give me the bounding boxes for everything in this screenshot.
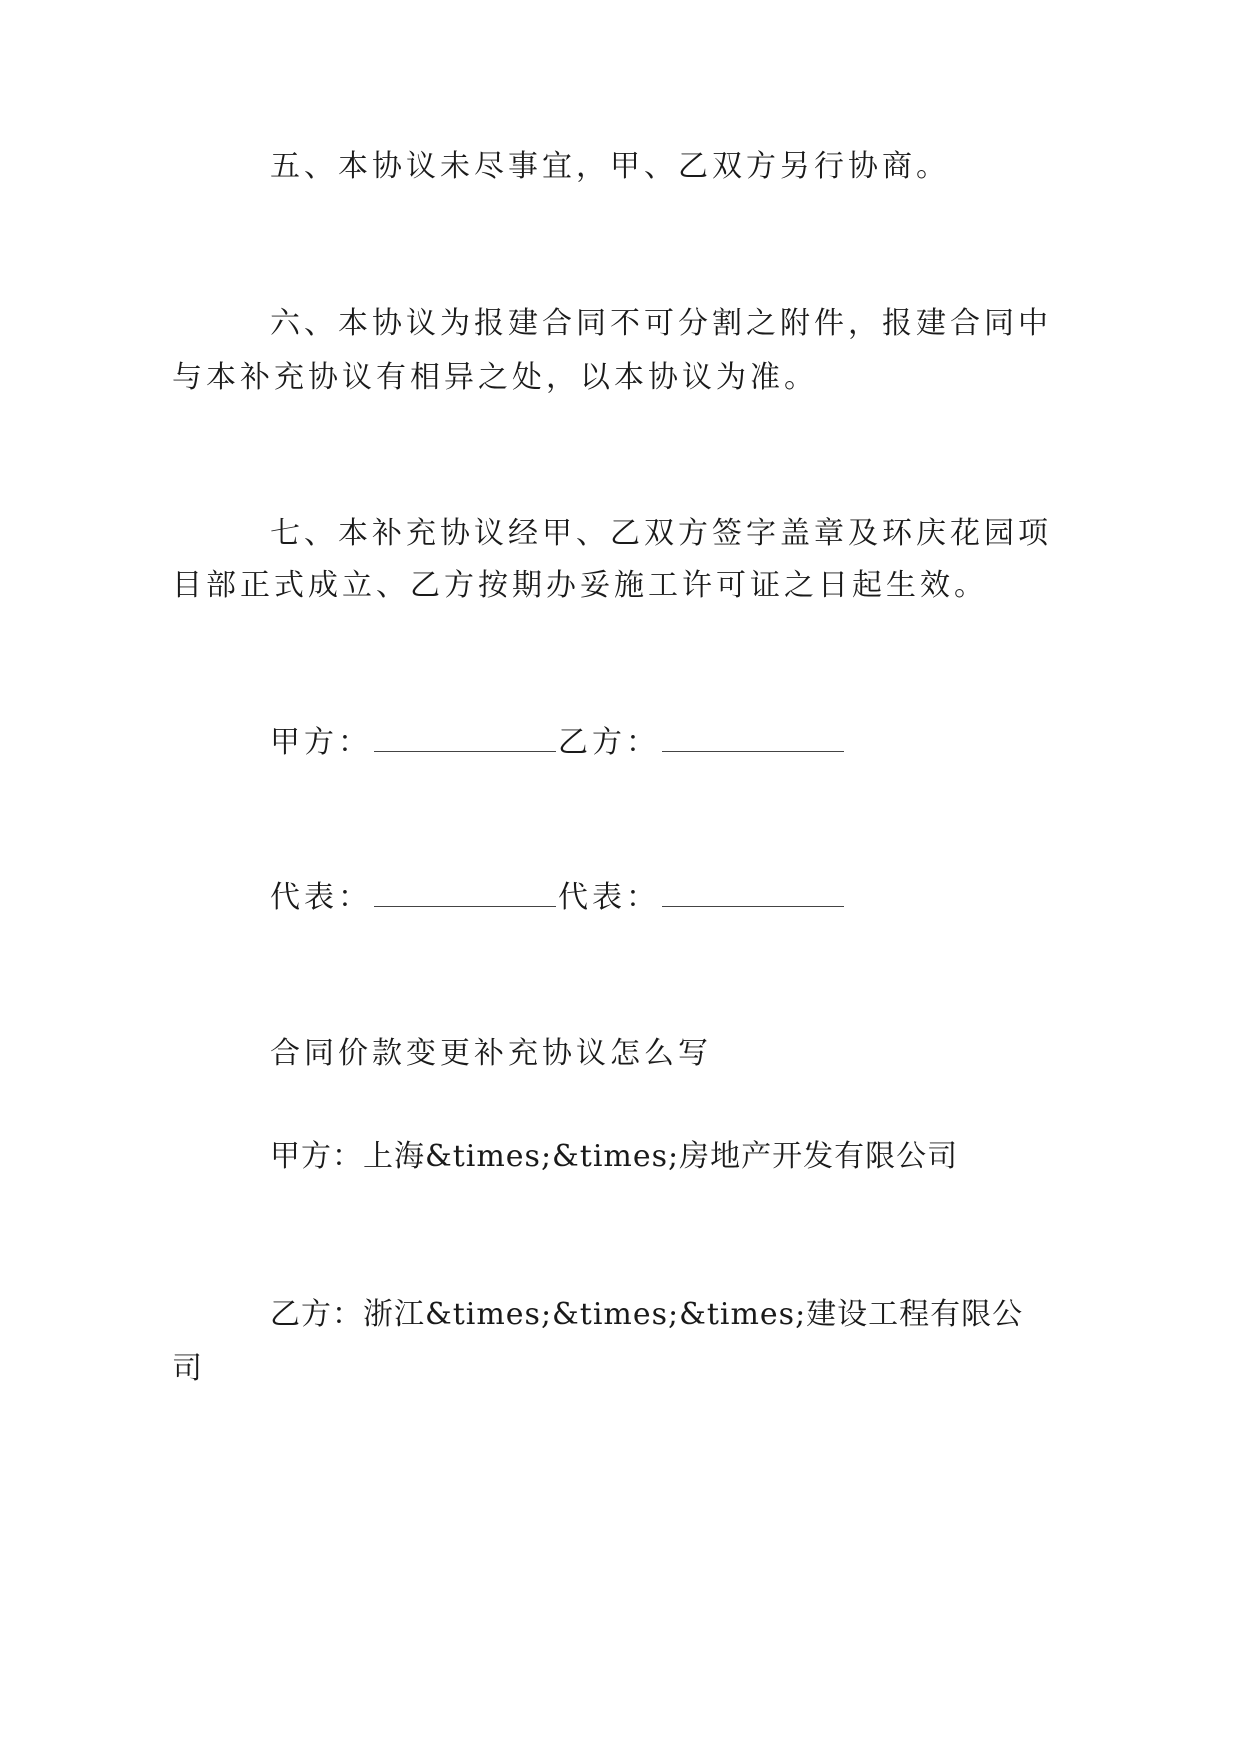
clause-6-line-2: 与本补充协议有相异之处，以本协议为准。	[172, 360, 818, 395]
representative-a-blank	[374, 880, 556, 907]
party-a-line: 甲方：上海&times;&times;房地产开发有限公司	[270, 1139, 959, 1174]
party-a-signature-blank	[374, 725, 556, 752]
signature-row-parties	[270, 723, 846, 763]
party-b-signature-label: 乙方：	[558, 725, 660, 760]
clause-7-line-1: 七、本补充协议经甲、乙双方签字盖章及环庆花园项	[270, 516, 1052, 551]
representative-b-blank	[662, 880, 844, 907]
signature-row-representatives	[270, 878, 846, 918]
clause-7-line-2: 目部正式成立、乙方按期办妥施工许可证之日起生效。	[172, 568, 988, 603]
clause-6-line-1: 六、本协议为报建合同不可分割之附件，报建合同中	[270, 306, 1052, 341]
representative-b-label: 代表：	[558, 880, 660, 915]
clause-5: 五、本协议未尽事宜，甲、乙双方另行协商。	[270, 149, 950, 184]
party-b-line-1: 乙方：浙江&times;&times;&times;建设工程有限公	[270, 1297, 1024, 1332]
party-a-signature-label: 甲方：	[270, 725, 372, 760]
section-title: 合同价款变更补充协议怎么写	[270, 1036, 712, 1071]
party-b-line-2: 司	[172, 1351, 206, 1386]
representative-a-label: 代表：	[270, 880, 372, 915]
party-b-signature-blank	[662, 725, 844, 752]
